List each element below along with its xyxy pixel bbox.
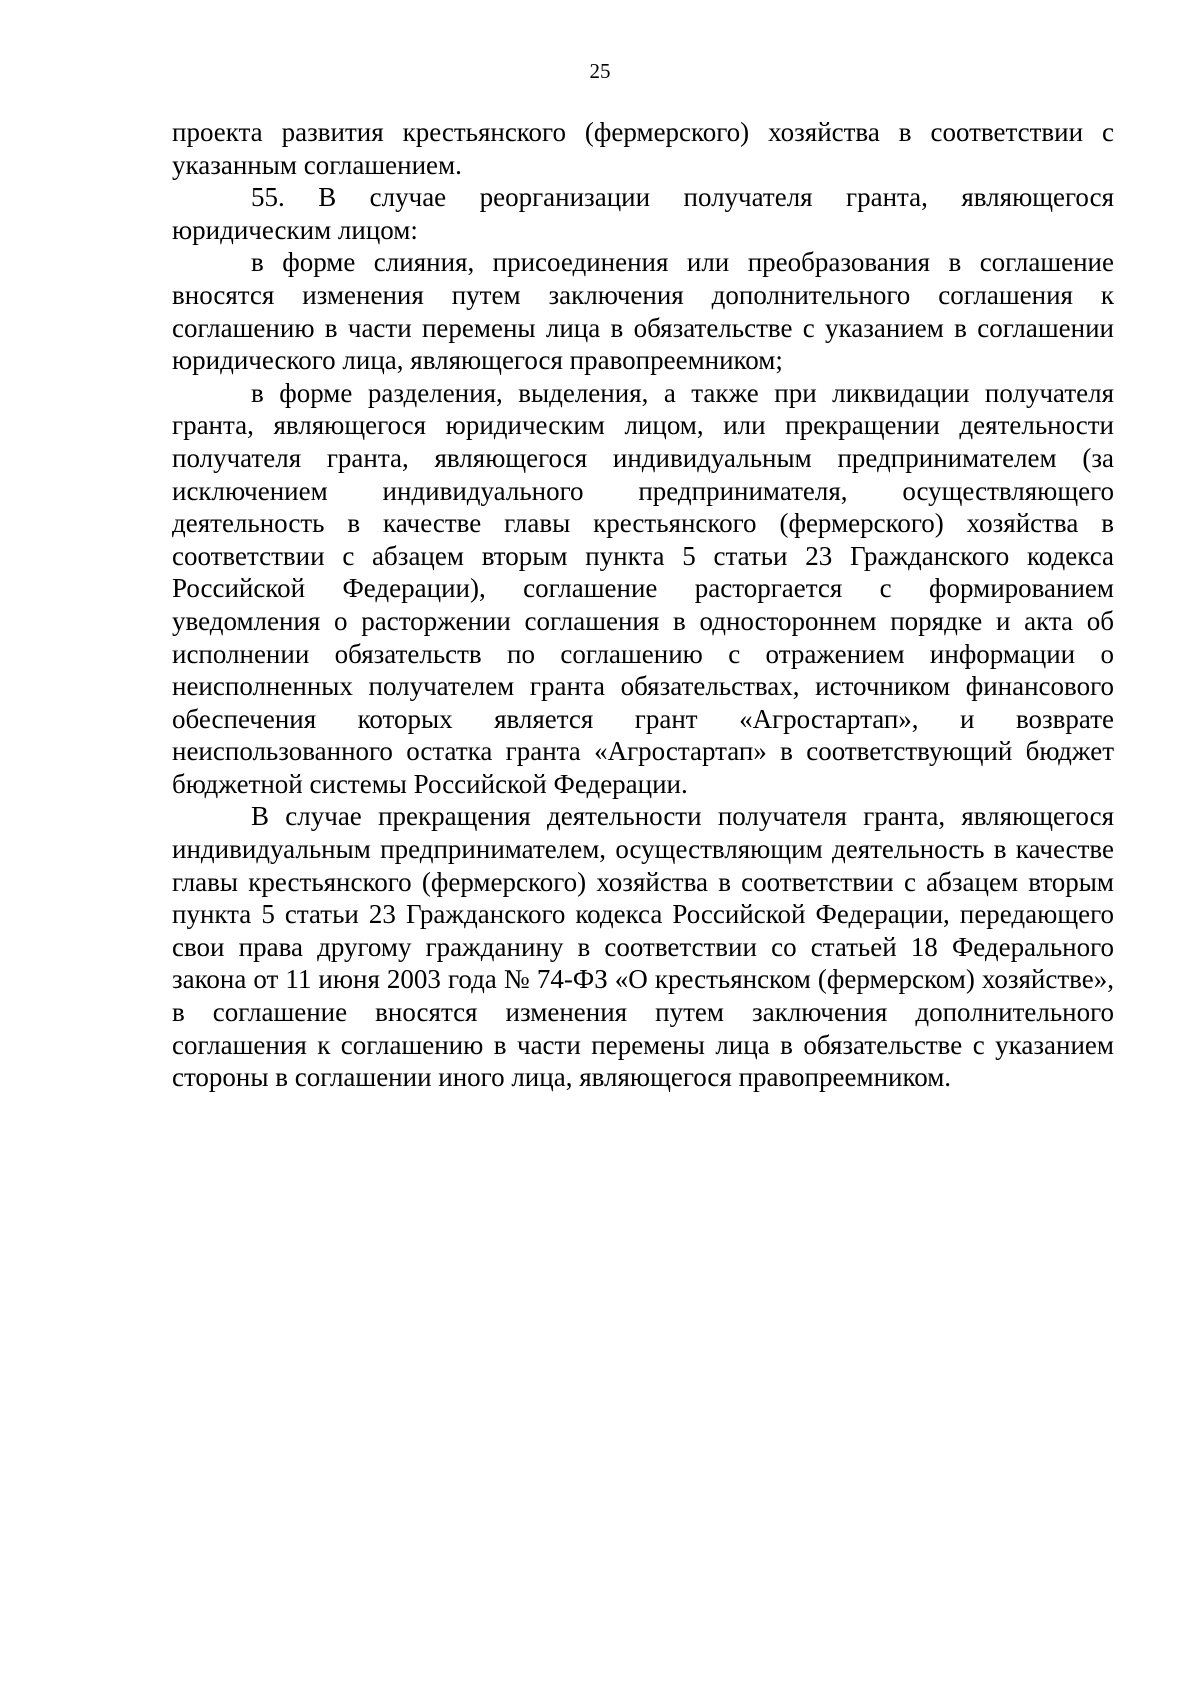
paragraph-division-case: в форме разделения, выделения, а также при ликвидации получателя гранта, являющегося юридическим лицом, или прекращении деятельности получателя гранта, являющегося индивидуальным предпринимателем (за исключением индивидуального предпринимателя, осуществляющего деятельность в качестве главы крестьянского (фермерского) хозяйства в соответствии с абзацем вторым пункта 5 статьи 23 Гражданского кодекса Российской Федерации), соглашение расторгается с формированием уведомления о расторжении соглашения в одностороннем порядке и акта об исполнении обязательств по соглашению с отражением информации о неисполненных получателем гранта обязательствах, источником финансового обеспечения которых является грант «Агростартап», и возврате неиспользованного остатка гранта «Агростартап» в соответствующий бюджет бюджетной системы Российской Федерации.	[172, 377, 1114, 799]
paragraph-item-55: 55. В случае реорганизации получателя гранта, являющегося юридическим лицом:	[172, 182, 1114, 245]
paragraph-merger-case: в форме слияния, присоединения или преобразования в соглашение вносятся изменения путем заключения дополнительного соглашения к соглашению в части перемены лица в обязательстве с указанием в соглашении юридического лица, являющегося правопреемником;	[172, 247, 1114, 376]
document-body	[172, 116, 1114, 1094]
page-number: 25	[589, 59, 611, 83]
paragraph-termination-case: В случае прекращения деятельности получателя гранта, являющегося индивидуальным предпринимателем, осуществляющим деятельность в качестве главы крестьянского (фермерского) хозяйства в соответствии с абзацем вторым пункта 5 статьи 23 Гражданского кодекса Российской Федерации, передающего свои права другому гражданину в соответствии со статьей 18 Федерального закона от 11 июня 2003 года № 74-ФЗ «О крестьянском (фермерском) хозяйстве», в соглашение вносятся изменения путем заключения дополнительного соглашения к соглашению в части перемены лица в обязательстве с указанием стороны в соглашении иного лица, являющегося правопреемником.	[172, 801, 1114, 1093]
paragraph-continuation: проекта развития крестьянского (фермерского) хозяйства в соответствии с указанным соглашением.	[172, 117, 1114, 180]
